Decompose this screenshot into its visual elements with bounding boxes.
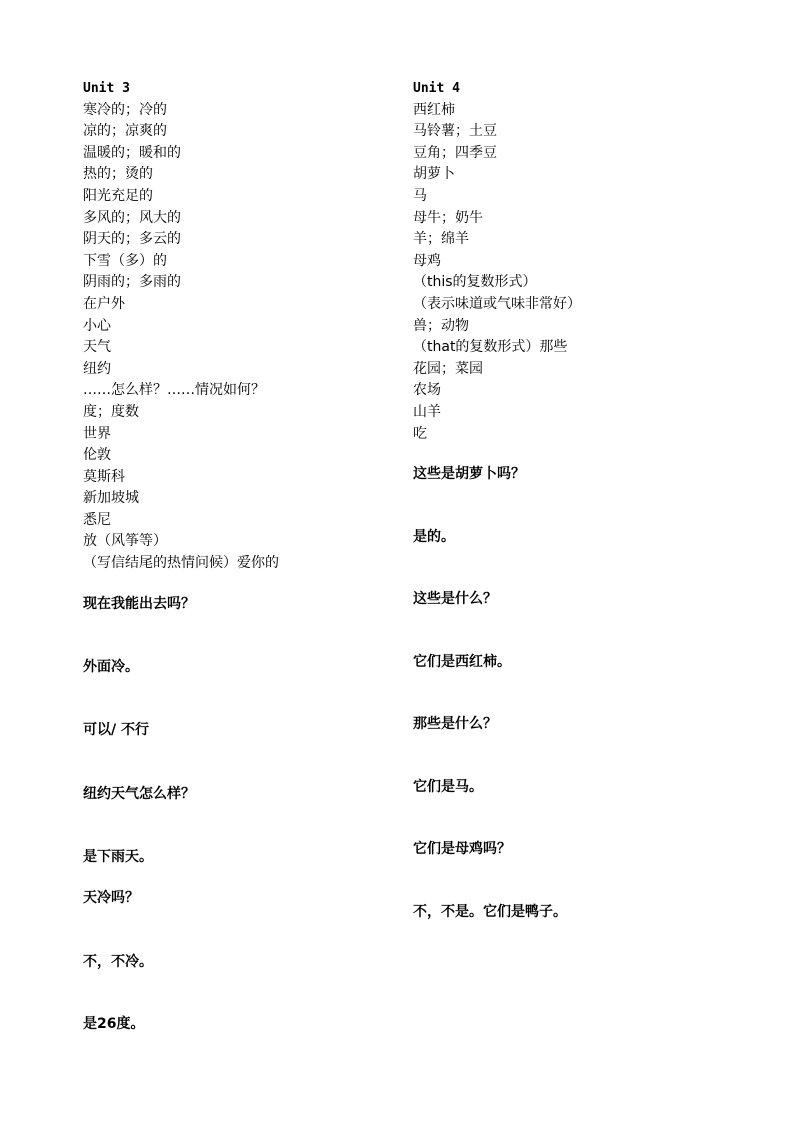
sentence-item: 是下雨天。 (83, 849, 153, 865)
vocab-item: 伦敦 (83, 447, 111, 464)
vocab-item: 农场 (413, 382, 441, 399)
vocab-item: 母鸡 (413, 252, 441, 269)
unit4-vocab-list (413, 100, 753, 446)
vocab-item: 温暖的；暖和的 (83, 144, 181, 161)
vocab-item: 兽；动物 (413, 317, 469, 334)
sentence-item: 现在我能出去吗？ (83, 596, 195, 612)
vocab-item: （写信结尾的热情问候）爱你的 (83, 555, 279, 572)
sentence-item: 这些是胡萝卜吗？ (413, 466, 525, 482)
vocab-item: 凉的；凉爽的 (83, 123, 167, 140)
vocab-item: 在户外 (83, 295, 125, 312)
sentence-item: 外面冷。 (83, 659, 139, 675)
sentence-item: 天冷吗？ (83, 890, 139, 906)
unit3-column (83, 78, 403, 575)
sentence-item: 纽约天气怎么样？ (83, 786, 195, 802)
vocab-item: 胡萝卜 (413, 166, 455, 183)
vocab-item: 羊；绵羊 (413, 231, 469, 248)
sentence-item: 它们是母鸡吗？ (413, 841, 511, 857)
vocab-item: 小心 (83, 317, 111, 334)
vocab-item: 世界 (83, 425, 111, 442)
unit4-column (413, 78, 753, 445)
sentence-item: 是26度。 (83, 1016, 145, 1032)
sentence-item: 不，不是。它们是鸭子。 (413, 904, 567, 920)
vocab-item: 莫斯科 (83, 468, 125, 485)
sentence-item: 它们是西红柿。 (413, 654, 511, 670)
unit4-title: Unit 4 (413, 81, 460, 96)
sentence-item: 不，不冷。 (83, 954, 153, 970)
vocab-item: 纽约 (83, 360, 111, 377)
vocab-item: 母牛；奶牛 (413, 209, 483, 226)
vocab-item: 阴天的；多云的 (83, 231, 181, 248)
sentence-item: 是的。 (413, 529, 455, 545)
vocab-item: 悉尼 (83, 511, 111, 528)
sentence-item: 这些是什么？ (413, 591, 497, 607)
vocab-item: 寒冷的；冷的 (83, 101, 167, 118)
unit3-vocab-list (83, 100, 403, 575)
vocab-item: 放（风筝等） (83, 533, 167, 550)
vocab-item: 多风的；风大的 (83, 209, 181, 226)
vocab-item: 天气 (83, 339, 111, 356)
vocab-item: （that的复数形式）那些 (413, 339, 568, 356)
vocab-item: （表示味道或气味非常好） (413, 295, 581, 312)
vocab-item: 阴雨的；多雨的 (83, 274, 181, 291)
vocab-item: 阳光充足的 (83, 187, 153, 204)
vocab-item: 热的；烫的 (83, 166, 153, 183)
vocab-item: 下雪（多）的 (83, 252, 167, 269)
vocab-item: 马 (413, 187, 427, 204)
sentence-item: 它们是马。 (413, 779, 483, 795)
sentence-item: 可以/ 不行 (83, 722, 149, 738)
unit3-title: Unit 3 (83, 81, 130, 96)
vocab-item: 度；度数 (83, 403, 139, 420)
vocab-item: 马铃薯；土豆 (413, 123, 497, 140)
vocab-item: 豆角；四季豆 (413, 144, 497, 161)
vocab-item: 花园；菜园 (413, 360, 483, 377)
vocab-item: ……怎么样？……情况如何？ (83, 382, 265, 399)
sentence-item: 那些是什么？ (413, 716, 497, 732)
vocab-item: （this的复数形式） (413, 274, 537, 291)
vocab-item: 山羊 (413, 403, 441, 420)
vocab-item: 吃 (413, 425, 427, 442)
vocab-item: 新加坡城 (83, 490, 139, 507)
vocab-item: 西红柿 (413, 101, 455, 118)
